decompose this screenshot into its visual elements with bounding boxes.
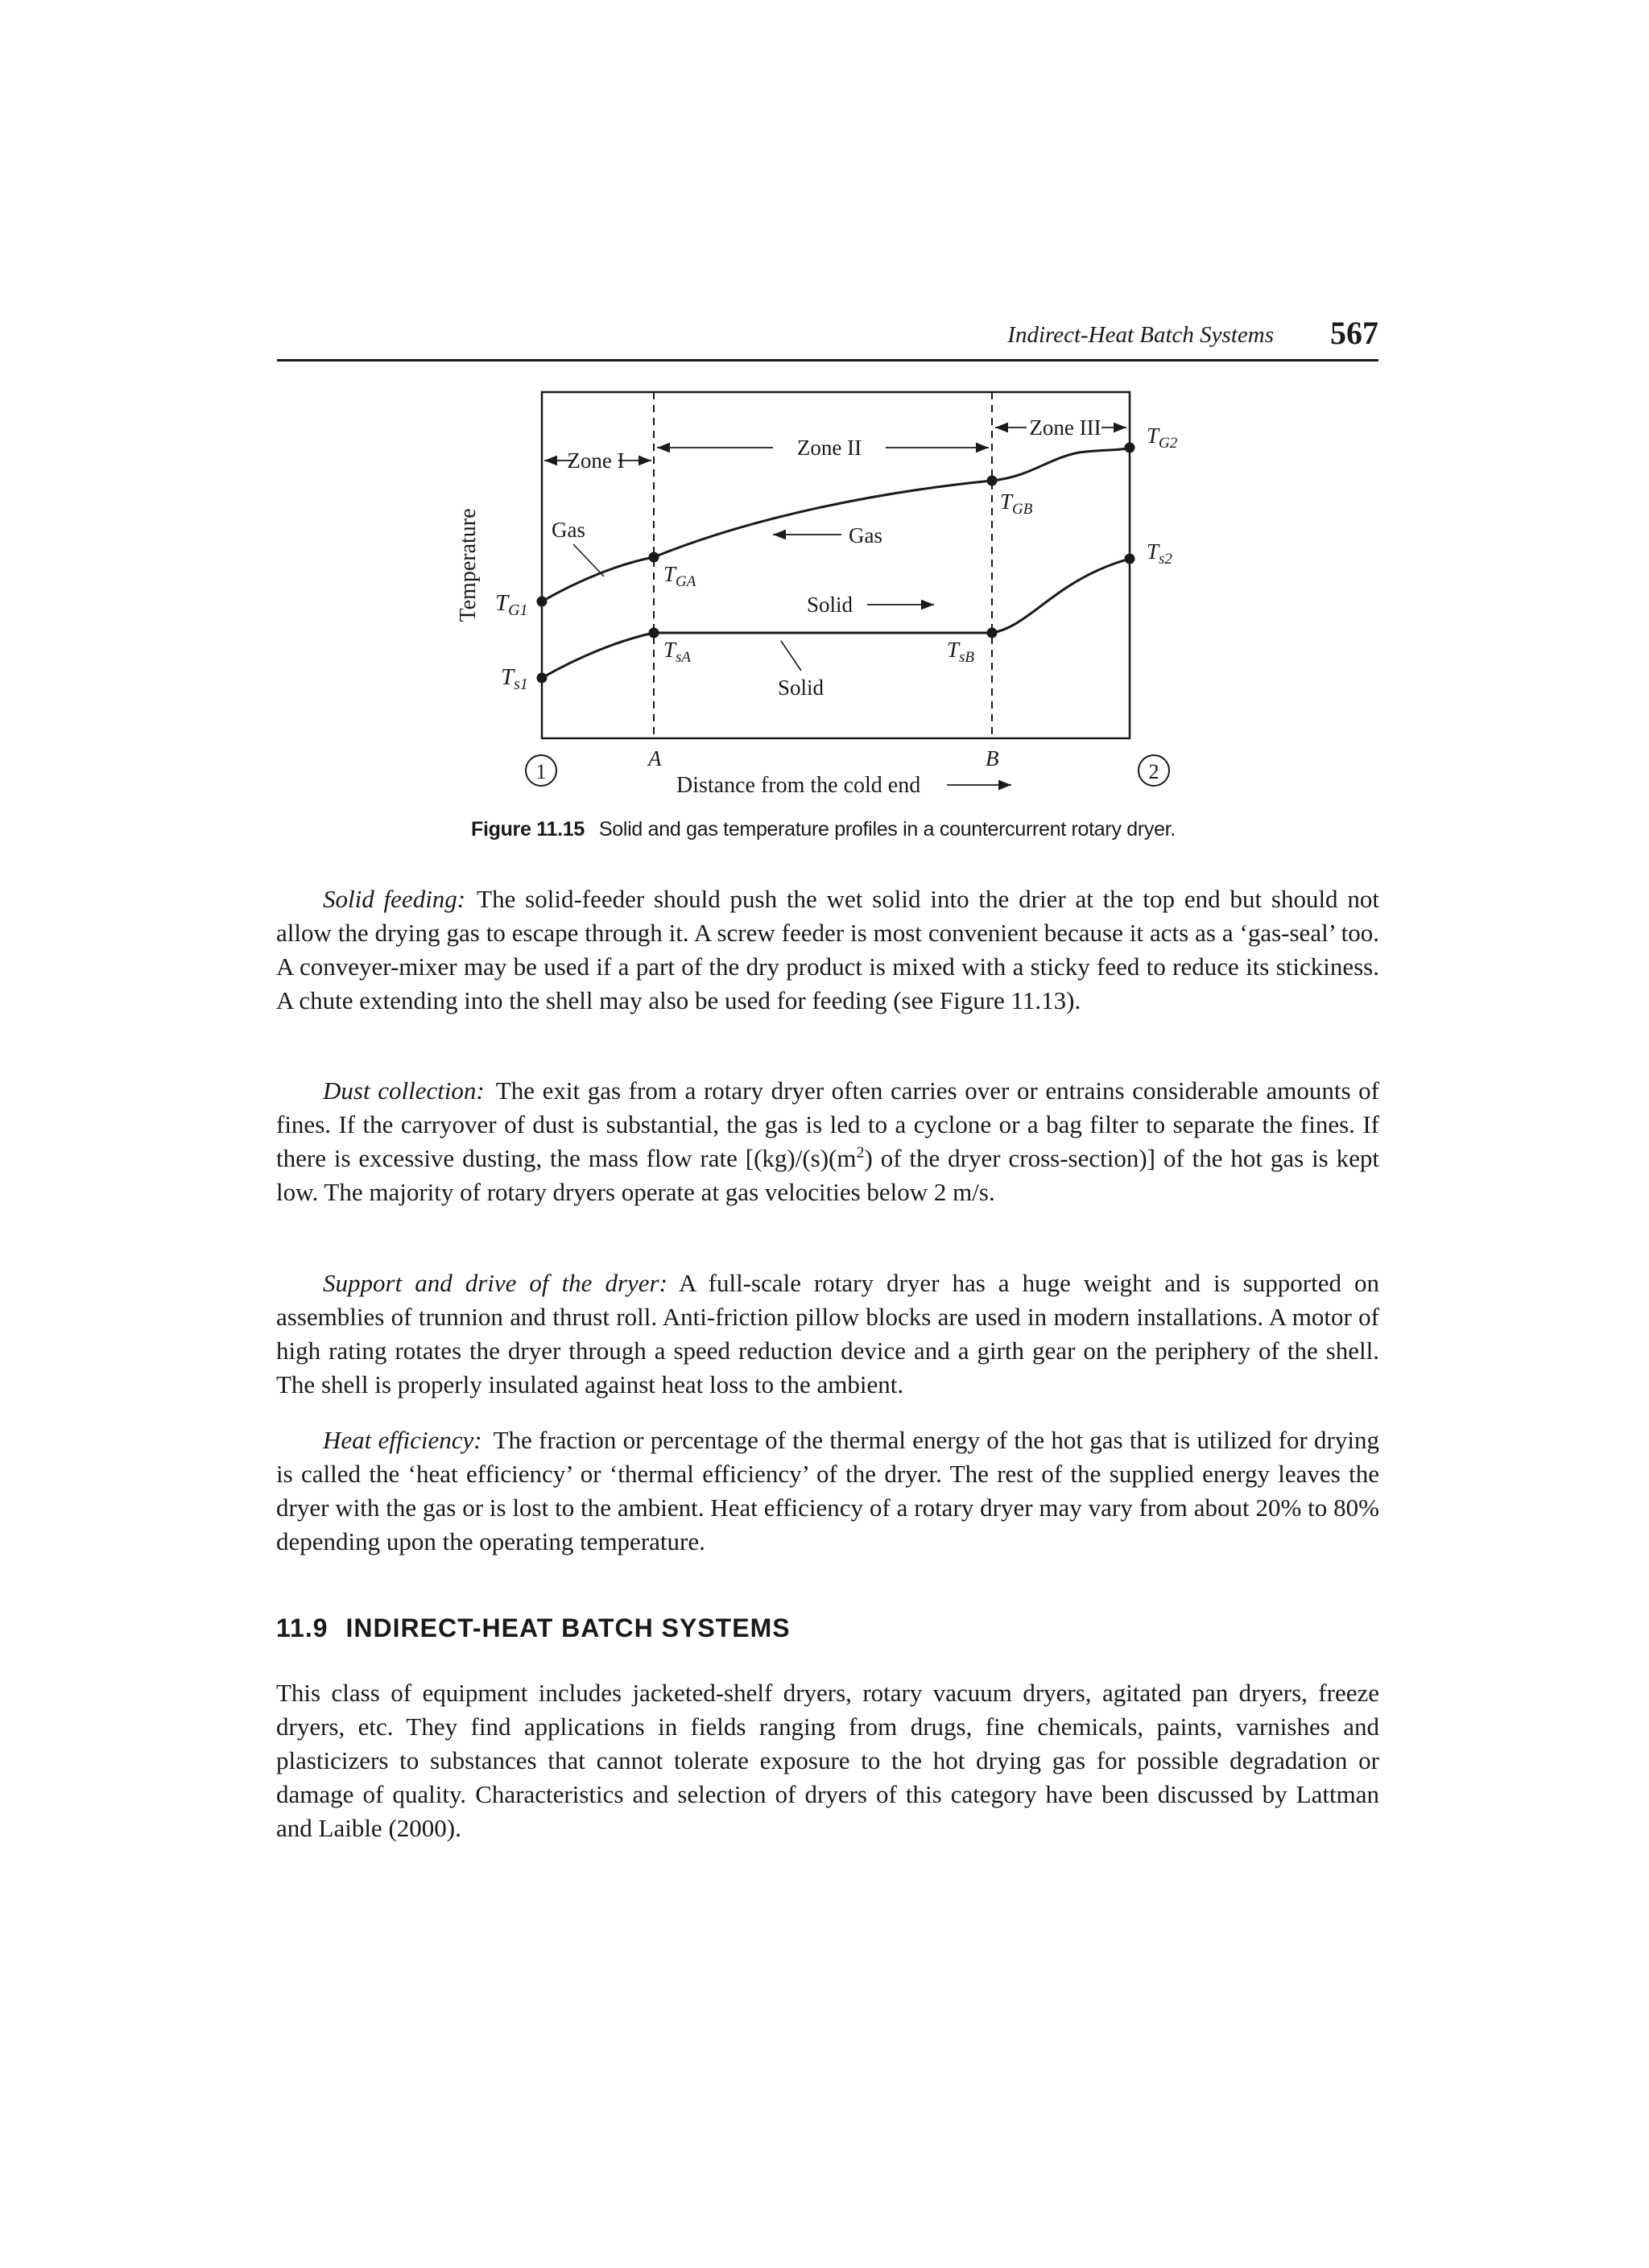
paragraph-lead: Support and drive of the dryer:	[323, 1269, 667, 1297]
label-ts2: $T_{s2}$	[1147, 539, 1172, 568]
zone3-label: Zone III	[1029, 415, 1101, 440]
section-number: 11.9	[276, 1613, 329, 1642]
label-tg2: $T_{G2}$	[1147, 423, 1178, 452]
y-axis-label: Temperature	[456, 508, 481, 622]
label-tgb: $T_{GB}$	[1000, 490, 1033, 518]
gas-profile-curve	[542, 448, 1130, 601]
header-rule	[277, 359, 1378, 361]
paragraph-text: ) of the dryer cross-section)] of the hot gas is kept low. The majority of rotary dryers operate at gas velocities below 2 m/s.	[276, 1144, 1380, 1206]
figure-caption	[471, 818, 1176, 841]
page-number: 567	[1330, 315, 1378, 351]
solid-label-mid: Solid	[807, 593, 853, 617]
paragraph-lead: Heat efficiency:	[323, 1426, 482, 1454]
end-1-label: 1	[535, 760, 547, 783]
end-2-label: 2	[1148, 760, 1159, 783]
section-heading	[276, 1613, 791, 1643]
paragraph-text: The solid-feeder should push the wet solid into the drier at the top end but should not allow the drying gas to escape through it. A screw feeder is most convenient because it acts as a ‘gas-seal’ too. A conveyer-mixer may be used if a part of the dry product is mixed with a sticky feed to reduce its stickiness. A chute extending into the shell may also be used for feeding (see Figure 11.13).	[276, 885, 1380, 1014]
point-a-label: A	[648, 746, 662, 770]
superscript: 2	[856, 1143, 865, 1162]
point-b-label: B	[986, 746, 999, 770]
zone2-label: Zone II	[796, 436, 862, 460]
paragraph-text: A full-scale rotary dryer has a huge weight and is supported on assemblies of trunnion and thrust roll. Anti-friction pillow blocks are used in modern installations. A motor of high rating rotates the dryer through a speed reduction device and a girth gear on the periphery of the shell. The shell is properly insulated against heat loss to the ambient.	[276, 1269, 1379, 1398]
temperature-profile-diagram	[435, 378, 1240, 805]
point-tsb	[987, 628, 998, 638]
point-tsa	[649, 628, 659, 638]
label-tga: $T_{GA}$	[663, 562, 696, 590]
gas-label-left: Gas	[552, 518, 585, 542]
zone1-label: Zone I	[567, 448, 625, 473]
point-tga	[649, 552, 659, 563]
label-tsb: $T_{sB}$	[947, 638, 975, 666]
figure-caption-label: Figure 11.15	[471, 818, 585, 841]
section-title: INDIRECT-HEAT BATCH SYSTEMS	[345, 1613, 791, 1642]
paragraph-solid-feeding	[276, 882, 1379, 1018]
label-ts1: $T_{s1}$	[501, 664, 528, 693]
point-ts1	[537, 673, 548, 684]
point-ts2	[1125, 554, 1135, 564]
gas-label-mid: Gas	[849, 523, 882, 547]
figure-caption-text: Solid and gas temperature profiles in a countercurrent rotary dryer.	[598, 818, 1176, 841]
paragraph-text: This class of equipment includes jacketed-shelf dryers, rotary vacuum dryers, agitated pan dryers, freeze dryers, etc. They find applications in fields ranging from drugs, fine chemicals, paints, varnishes and plasticizers to substances that cannot tolerate exposure to the hot drying gas for possible degradation or damage of quality. Characteristics and selection of dryers of this category have been discussed by Lattman and Laible (2000).	[276, 1679, 1379, 1842]
paragraph-text: The fraction or percentage of the thermal energy of the hot gas that is utilized for drying is called the ‘heat efficiency’ or ‘thermal efficiency’ of the dryer. The rest of the supplied energy leaves the dryer with the gas or is lost to the ambient. Heat efficiency of a rotary dryer may vary from about 20% to 80% depending upon the operating temperature.	[276, 1426, 1379, 1555]
section-body	[276, 1676, 1379, 1845]
paragraph-dust-collection	[276, 1074, 1379, 1209]
paragraph-heat-efficiency	[276, 1423, 1379, 1559]
solid-label-low: Solid	[778, 675, 824, 700]
paragraph-lead: Dust collection:	[323, 1076, 485, 1105]
running-head	[277, 315, 1378, 357]
point-tg2	[1125, 443, 1135, 453]
label-tsa: $T_{sA}$	[663, 638, 692, 666]
paragraph-support-drive	[276, 1266, 1379, 1402]
gas-left-pointer	[573, 544, 604, 576]
solid-low-pointer	[781, 641, 801, 671]
point-tg1	[537, 597, 548, 607]
paragraph-lead: Solid feeding:	[323, 885, 466, 913]
x-axis-label: Distance from the cold end	[676, 773, 921, 798]
solid-profile-curve	[542, 559, 1130, 678]
running-head-title: Indirect-Heat Batch Systems	[1007, 322, 1274, 348]
point-tgb	[987, 476, 998, 486]
paragraph-text: The exit gas from a rotary dryer often carries over or entrains considerable amounts of fines. If the carryover of dust is substantial, the gas is led to a cyclone or a bag filter to separate the fines. If there is excessive dusting, the mass flow rate [(kg)/(s)(m	[276, 1076, 1379, 1172]
label-tg1: $T_{G1}$	[495, 590, 528, 619]
